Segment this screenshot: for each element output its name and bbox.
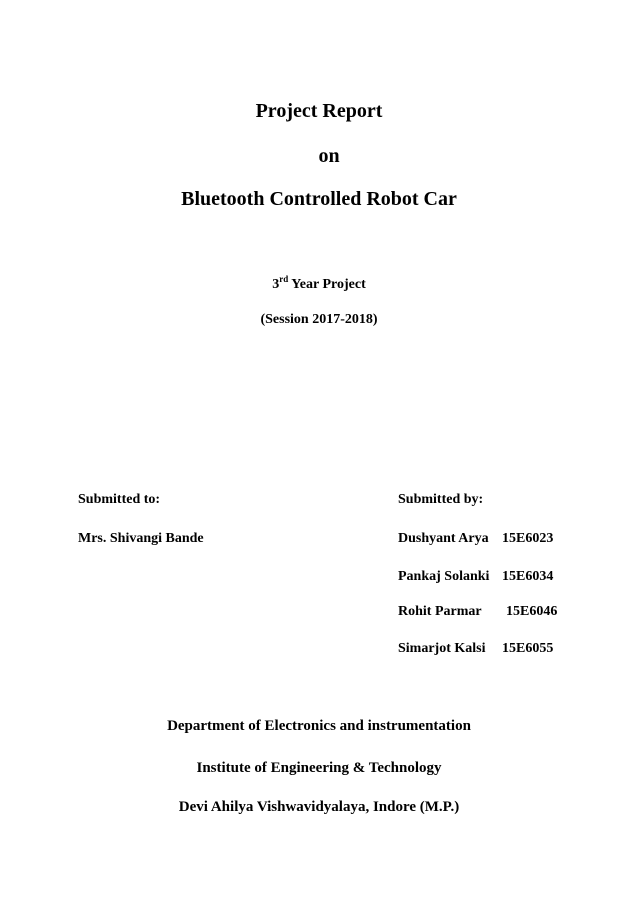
department: Department of Electronics and instrumentation xyxy=(167,718,471,734)
member-row xyxy=(398,531,554,546)
session: (Session 2017-2018) xyxy=(260,312,378,327)
member-roll: 15E6034 xyxy=(502,569,554,584)
submitted-to-heading: Submitted to: xyxy=(78,492,161,507)
year-label: Year Project xyxy=(288,277,366,292)
member-row xyxy=(398,641,554,656)
project-name: Bluetooth Controlled Robot Car xyxy=(181,188,457,210)
year-suffix: rd xyxy=(279,274,289,284)
member-row xyxy=(398,569,554,584)
university: Devi Ahilya Vishwavidyalaya, Indore (M.P.) xyxy=(178,799,460,815)
member-roll: 15E6023 xyxy=(502,531,554,546)
member-name: Rohit Parmar xyxy=(398,604,482,619)
report-on: on xyxy=(318,145,340,167)
guide-name: Mrs. Shivangi Bande xyxy=(78,531,204,546)
member-name: Simarjot Kalsi xyxy=(398,641,486,656)
member-name: Dushyant Arya xyxy=(398,531,489,546)
institute: Institute of Engineering & Technology xyxy=(196,760,442,776)
year-number: 3 xyxy=(272,277,280,292)
member-row xyxy=(398,604,558,619)
submitted-by-heading: Submitted by: xyxy=(398,492,484,507)
member-roll: 15E6046 xyxy=(506,604,558,619)
member-name: Pankaj Solanki xyxy=(398,569,490,584)
report-title: Project Report xyxy=(255,100,383,122)
member-roll: 15E6055 xyxy=(502,641,554,656)
year-project xyxy=(0,274,638,292)
